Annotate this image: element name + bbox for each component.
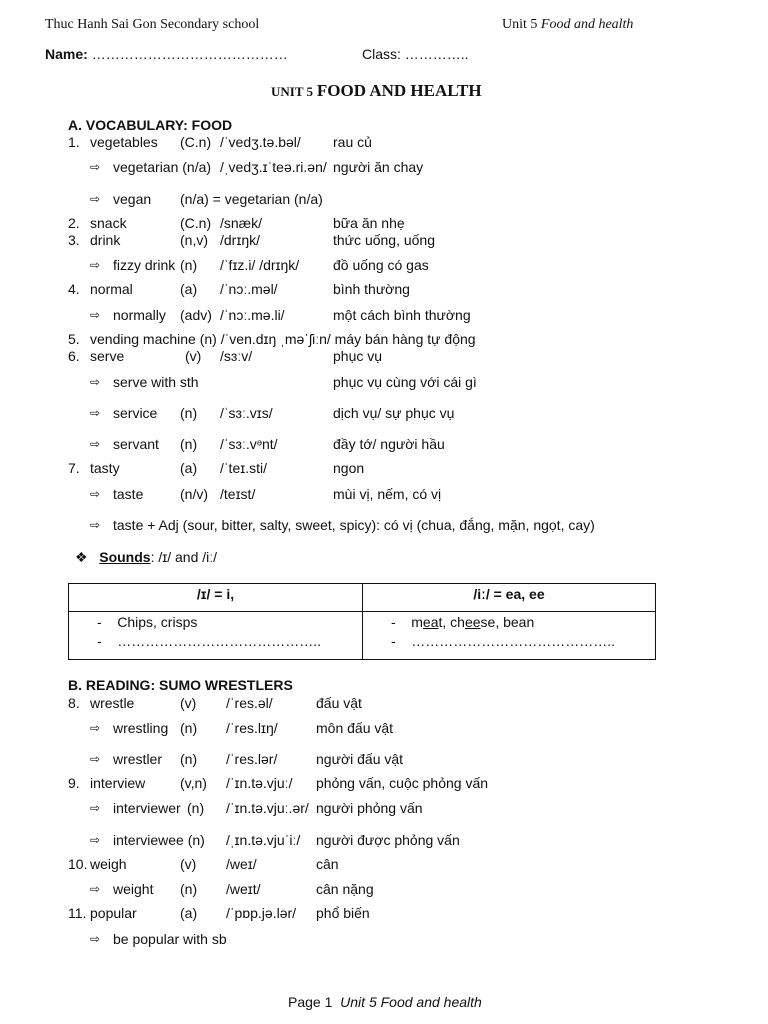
vocab-meaning: cân nặng bbox=[316, 881, 374, 897]
vocab-pos: (n) bbox=[180, 751, 198, 767]
vocab-ipa: /ˈres.əl/ bbox=[226, 695, 273, 711]
vocab-ipa: /ˈres.lɪŋ/ bbox=[226, 720, 278, 736]
vocab-ipa: /ˈfɪz.i/ /drɪŋk/ bbox=[220, 257, 300, 273]
arrow-icon: ⇨ bbox=[90, 882, 101, 896]
arrow-icon: ⇨ bbox=[90, 437, 101, 451]
vocab-ipa: /ˈvedʒ.tə.bəl/ bbox=[220, 134, 301, 150]
school-name: Thuc Hanh Sai Gon Secondary school bbox=[45, 17, 260, 32]
name-label: Name: bbox=[45, 46, 88, 62]
vocab-word: weight bbox=[113, 881, 154, 897]
vocab-ipa: /ˌɪn.tə.vjuˈiː/ bbox=[226, 832, 301, 848]
page-footer bbox=[288, 994, 482, 1010]
sounds-table bbox=[68, 583, 656, 660]
vocab-meaning: bữa ăn nhẹ bbox=[333, 215, 405, 231]
vocab-pos: (n,v) bbox=[180, 232, 208, 248]
vocab-word: drink bbox=[90, 232, 121, 248]
vocab-word: serve with sth bbox=[113, 374, 199, 390]
vocab-ipa: /weɪt/ bbox=[226, 881, 261, 897]
vocab-word: servant bbox=[113, 436, 159, 452]
arrow-icon: ⇨ bbox=[90, 258, 101, 272]
vocab-pos: (v) bbox=[180, 856, 197, 872]
vocab-meaning: thức uống, uống bbox=[333, 232, 436, 248]
unit-topic: Food and health bbox=[540, 17, 634, 32]
unit-header bbox=[502, 17, 633, 33]
name-dots: …………………………………… bbox=[91, 46, 288, 62]
arrow-icon: ⇨ bbox=[90, 308, 101, 322]
vocab-meaning: phục vụ bbox=[333, 348, 383, 364]
title-rest: FOOD AND HEALTH bbox=[316, 81, 482, 100]
arrow-icon: ⇨ bbox=[90, 406, 101, 420]
sounds-col1-body bbox=[69, 612, 363, 660]
arrow-icon: ⇨ bbox=[90, 192, 101, 206]
vocab-number: 8. bbox=[68, 695, 80, 711]
list-item: - meat, cheese, bean bbox=[391, 614, 535, 630]
vocab-word: weigh bbox=[90, 856, 127, 872]
vocab-word: snack bbox=[90, 215, 127, 231]
list-item: - Chips, crisps bbox=[97, 614, 198, 630]
vocab-ipa: /sɜːv/ bbox=[220, 348, 253, 364]
vocab-pos: (n) bbox=[180, 257, 198, 273]
vocab-ipa: /ˌvedʒ.ɪˈteə.ri.ən/ bbox=[220, 159, 327, 175]
vocab-meaning: người được phỏng vấn bbox=[316, 832, 460, 848]
vocab-ipa: /ˈɪn.tə.vjuː.ər/ bbox=[226, 800, 309, 816]
vocab-pos: (C.n) bbox=[180, 215, 212, 231]
vocab-meaning: phỏng vấn, cuộc phỏng vấn bbox=[316, 775, 489, 791]
vocab-meaning: bình thường bbox=[333, 281, 410, 297]
class-label: Class: bbox=[362, 46, 401, 62]
class-dots: ………….. bbox=[404, 46, 469, 62]
vocab-pos: (n) bbox=[180, 720, 198, 736]
vocab-word: be popular with sb bbox=[113, 931, 227, 947]
vocab-pos: (a) bbox=[180, 460, 198, 476]
arrow-icon: ⇨ bbox=[90, 375, 101, 389]
vocab-word: service bbox=[113, 405, 158, 421]
vocab-meaning: cân bbox=[316, 856, 339, 872]
vocab-word: vegetables bbox=[90, 134, 158, 150]
page-title bbox=[271, 83, 482, 100]
vocab-word: taste bbox=[113, 486, 144, 502]
vocab-meaning: đồ uống có gas bbox=[333, 257, 429, 273]
vocab-pos: (C.n) bbox=[180, 134, 212, 150]
vocab-pos: (n) bbox=[180, 881, 198, 897]
sounds-col1-head: /ɪ/ = i, bbox=[69, 584, 363, 612]
vocab-ipa: /weɪ/ bbox=[226, 856, 257, 872]
class-line bbox=[362, 46, 469, 62]
vocab-word: wrestle bbox=[90, 695, 135, 711]
name-line bbox=[45, 46, 288, 62]
vocab-word: interviewee (n) bbox=[113, 832, 205, 848]
vocab-ipa: /ˈsɜː.vɪs/ bbox=[220, 405, 273, 421]
sounds-label: Sounds bbox=[99, 549, 151, 565]
unit-prefix: Unit 5 bbox=[502, 17, 541, 32]
vocab-pos: (n) bbox=[180, 405, 198, 421]
vocab-number: 4. bbox=[68, 281, 80, 297]
vocab-ipa: /drɪŋk/ bbox=[220, 232, 260, 248]
arrow-icon: ⇨ bbox=[90, 932, 101, 946]
vocab-meaning: đầy tớ/ người hầu bbox=[333, 436, 445, 452]
vocab-ipa: /snæk/ bbox=[220, 215, 263, 231]
vocab-word: interview bbox=[90, 775, 146, 791]
vocab-meaning: rau củ bbox=[333, 134, 372, 150]
sounds-rest: : /ɪ/ and /iː/ bbox=[150, 549, 218, 565]
arrow-icon: ⇨ bbox=[90, 801, 101, 815]
vocab-meaning: người đấu vật bbox=[316, 751, 404, 767]
arrow-icon: ⇨ bbox=[90, 518, 101, 532]
vocab-ipa: /ˈsɜː.vᵊnt/ bbox=[220, 436, 278, 452]
vocab-meaning: môn đấu vật bbox=[316, 720, 394, 736]
vocab-word: tasty bbox=[90, 460, 120, 476]
vocab-word: popular bbox=[90, 905, 137, 921]
vocab-number: 9. bbox=[68, 775, 80, 791]
arrow-icon: ⇨ bbox=[90, 487, 101, 501]
vocab-word: normally bbox=[113, 307, 166, 323]
vocab-meaning: một cách bình thường bbox=[333, 307, 471, 323]
section-a-title: A. VOCABULARY: FOOD bbox=[68, 117, 233, 133]
vocab-number: 11. bbox=[68, 905, 87, 921]
vocab-ipa: /ˈteɪ.sti/ bbox=[220, 460, 267, 476]
vocab-word: wrestler bbox=[113, 751, 163, 767]
vocab-pos: (n/a) = vegetarian (n/a) bbox=[180, 191, 323, 207]
vocab-meaning: đấu vật bbox=[316, 695, 362, 711]
page-number: Page 1 bbox=[288, 994, 333, 1010]
list-item: - …………………………………….. bbox=[97, 633, 322, 649]
vocab-ipa: /ˈɪn.tə.vjuː/ bbox=[226, 775, 293, 791]
vocab-ipa: /ˈpɒp.jə.lər/ bbox=[226, 905, 297, 921]
vocab-meaning: phục vụ cùng với cái gì bbox=[333, 374, 477, 390]
vocab-pos: (a) bbox=[180, 281, 198, 297]
vocab-pos: (v) bbox=[180, 695, 197, 711]
vocab-number: 7. bbox=[68, 460, 80, 476]
vocab-meaning: ngon bbox=[333, 460, 365, 476]
vocab-pos: (v,n) bbox=[180, 775, 207, 791]
vocab-pos: (v) bbox=[185, 348, 202, 364]
vocab-word: vending machine (n) /ˈven.dɪŋ ˌməˈʃiːn/ máy bán hàng tự động bbox=[90, 331, 476, 347]
vocab-number: 6. bbox=[68, 348, 80, 364]
arrow-icon: ⇨ bbox=[90, 833, 101, 847]
vocab-pos: (n) bbox=[187, 800, 205, 816]
vocab-pos: (n/v) bbox=[180, 486, 208, 502]
vocab-ipa: /ˈnɔː.məl/ bbox=[220, 281, 278, 297]
vocab-number: 10. bbox=[68, 856, 88, 872]
list-item: - …………………………………….. bbox=[391, 633, 616, 649]
diamond-bullet-icon: ❖ bbox=[75, 549, 88, 565]
vocab-meaning: mùi vị, nếm, có vị bbox=[333, 486, 442, 502]
vocab-word: normal bbox=[90, 281, 133, 297]
title-prefix: UNIT 5 bbox=[271, 84, 314, 99]
vocab-number: 3. bbox=[68, 232, 80, 248]
footer-unit: Unit 5 Food and health bbox=[340, 994, 482, 1010]
vocab-word: fizzy drink bbox=[113, 257, 176, 273]
sounds-col2-body bbox=[363, 612, 656, 660]
vocab-pos: (a) bbox=[180, 905, 198, 921]
section-b-title: B. READING: SUMO WRESTLERS bbox=[68, 677, 293, 693]
arrow-icon: ⇨ bbox=[90, 752, 101, 766]
vocab-meaning: dịch vụ/ sự phục vụ bbox=[333, 405, 455, 421]
vocab-ipa: /ˈnɔː.mə.li/ bbox=[220, 307, 285, 323]
vocab-word: taste + Adj (sour, bitter, salty, sweet, spicy): có vị (chua, đắng, mặn, ngọt, cay) bbox=[113, 517, 595, 533]
vocab-word: wrestling bbox=[113, 720, 169, 736]
sounds-line bbox=[75, 549, 217, 565]
vocab-word: serve bbox=[90, 348, 125, 364]
vocab-meaning: phổ biến bbox=[316, 905, 370, 921]
vocab-ipa: /ˈres.lər/ bbox=[226, 751, 278, 767]
arrow-icon: ⇨ bbox=[90, 160, 101, 174]
vocab-number: 5. bbox=[68, 331, 80, 347]
vocab-pos: (adv) bbox=[180, 307, 212, 323]
vocab-word: vegan bbox=[113, 191, 152, 207]
vocab-number: 2. bbox=[68, 215, 80, 231]
vocab-pos: (n) bbox=[180, 436, 198, 452]
vocab-meaning: người ăn chay bbox=[333, 159, 424, 175]
vocab-ipa: /teɪst/ bbox=[220, 486, 256, 502]
vocab-number: 1. bbox=[68, 134, 80, 150]
arrow-icon: ⇨ bbox=[90, 721, 101, 735]
vocab-word: vegetarian (n/a) bbox=[113, 159, 212, 175]
sounds-col2-head: /iː/ = ea, ee bbox=[363, 584, 656, 612]
vocab-word: interviewer bbox=[113, 800, 181, 816]
vocab-meaning: người phỏng vấn bbox=[316, 800, 423, 816]
